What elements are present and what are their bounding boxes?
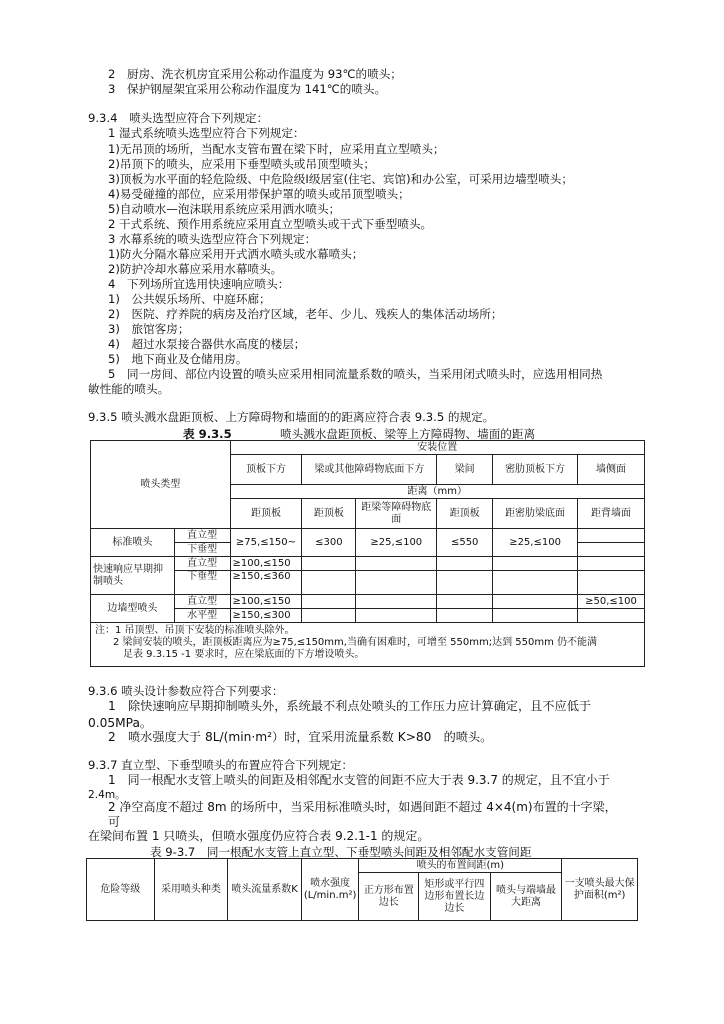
cell-empty bbox=[356, 595, 437, 609]
s937-line-4: 可 bbox=[108, 815, 121, 829]
row-type-horizontal: 水平型 bbox=[174, 609, 230, 623]
table-9-3-5 bbox=[90, 440, 645, 667]
row-group-sidewall: 边墙型喷头 bbox=[91, 595, 175, 623]
intro-line-2: 2 厨房、洗衣机房宜采用公称动作温度为 93℃的喷头； bbox=[108, 67, 402, 81]
th-end-wall-distance: 喷头与端墙最大距离 bbox=[490, 873, 562, 921]
s937-line-3: 2 净空高度不超过 8m 的场所中，当采用标准喷头时，如遇间距不超过 4×4(m)布置的十字梁， bbox=[108, 800, 617, 814]
s934-line-3: 2)吊顶下的喷头，应采用下垂型喷头或吊顶型喷头； bbox=[108, 157, 375, 171]
cell-empty bbox=[493, 609, 578, 623]
cell-empty bbox=[356, 571, 437, 595]
th-sub-3: 距梁等障碍物底面 bbox=[356, 499, 437, 529]
s934-line-9: 1)防火分隔水幕应采用开式洒水喷头或水幕喷头； bbox=[108, 247, 364, 261]
cell-r3c1: ≥100,≤150 bbox=[230, 557, 302, 571]
note-1: 注：1 吊顶型、吊顶下安装的标准喷头除外。 bbox=[95, 625, 295, 636]
s934-line-14: 3) 旅馆客房； bbox=[108, 322, 190, 336]
th-nozzle-type: 喷头类型 bbox=[91, 441, 231, 529]
table-9-3-5-number: 表 9.3.5 bbox=[183, 427, 232, 441]
th-square-side: 正方形布置边长 bbox=[359, 873, 419, 921]
s934-line-12: 1) 公共娱乐场所、中庭环廊； bbox=[108, 292, 271, 306]
cell-empty bbox=[493, 595, 578, 609]
th-spacing: 喷头的布置间距(m) bbox=[359, 859, 562, 873]
cell-empty bbox=[356, 609, 437, 623]
section-9-3-7-heading: 9.3.7 直立型、下垂型喷头的布置应符合下列规定： bbox=[88, 758, 354, 772]
th-below-ribbed-slab: 密肋顶板下方 bbox=[493, 455, 578, 485]
th-rect-long-side: 矩形或平行四边形布置长边边长 bbox=[419, 873, 491, 921]
th-install-position: 安装位置 bbox=[230, 441, 645, 455]
section-9-3-5-heading: 9.3.5 喷头溅水盘距顶板、上方障碍物和墙面的的距离应符合表 9.3.5 的规定。 bbox=[88, 410, 495, 424]
s934-line-6: 5)自动喷水—泡沫联用系统应采用洒水喷头； bbox=[108, 202, 341, 216]
intro-line-3: 3 保护钢屋架宜采用公称动作温度为 141℃的喷头。 bbox=[108, 82, 387, 96]
th-below-slab: 顶板下方 bbox=[230, 455, 302, 485]
th-between-beams: 梁间 bbox=[437, 455, 493, 485]
s934-line-16: 5) 地下商业及仓储用房。 bbox=[108, 352, 248, 366]
th-k-factor: 喷头流量系数K bbox=[228, 859, 302, 921]
cell-empty bbox=[302, 609, 356, 623]
s934-line-13: 2) 医院、疗养院的病房及治疗区域，老年、少儿、残疾人的集体活动场所； bbox=[108, 307, 503, 321]
cell-empty bbox=[437, 571, 493, 595]
cell-empty bbox=[437, 595, 493, 609]
s936-line-3: 2 喷水强度大于 8L/(min·m²）时，宜采用流量系数 K>80 的喷头。 bbox=[108, 730, 493, 744]
th-sub-2: 距顶板 bbox=[302, 499, 356, 529]
cell-r5c1: ≥100,≤150 bbox=[230, 595, 302, 609]
th-density: 喷水强度(L/min.m²) bbox=[301, 859, 359, 921]
s934-line-8: 3 水幕系统的喷头选型应符合下列规定： bbox=[108, 232, 317, 246]
cell-empty bbox=[437, 609, 493, 623]
s937-line-1: 1 同一根配水支管上喷头的间距及相邻配水支管的间距不应大于表 9.3.7 的规定，且不宜小于 bbox=[108, 773, 610, 787]
note-2: 2 梁间安装的喷头，距顶板距离应为≥75,≤150mm,当确有困难时，可增至 550mm;达到 550mm 仍不能满 bbox=[113, 637, 597, 648]
cell-r5c6: ≥50,≤100 bbox=[578, 595, 645, 609]
cell-r1c2: ≤300 bbox=[302, 529, 356, 557]
s934-line-4: 3)顶板为水平面的轻危险级、中危险级Ⅰ级居室(住宅、宾馆)和办公室，可采用边墙型喷头； bbox=[108, 172, 573, 186]
th-hazard-level: 危险等级 bbox=[87, 859, 155, 921]
table-9-3-7 bbox=[86, 858, 638, 921]
row-type-pendent: 下垂型 bbox=[174, 543, 230, 557]
cell-empty bbox=[302, 571, 356, 595]
th-below-beam: 梁或其他障碍物底面下方 bbox=[302, 455, 437, 485]
table-9-3-7-title: 表 9-3.7 同一根配水支管上直立型、下垂型喷头间距及相邻配水支管间距 bbox=[150, 845, 532, 859]
cell-empty bbox=[578, 543, 645, 557]
cell-r4c1: ≥150,≤360 bbox=[230, 571, 302, 595]
cell-empty bbox=[578, 609, 645, 623]
cell-empty bbox=[493, 571, 578, 595]
th-nozzle-kind: 采用喷头种类 bbox=[154, 859, 228, 921]
cell-empty bbox=[578, 571, 645, 595]
cell-empty bbox=[302, 595, 356, 609]
s936-line-1: 1 除快速响应早期抑制喷头外，系统最不利点处喷头的工作压力应计算确定，且不应低于 bbox=[108, 699, 592, 713]
s937-line-5: 在梁间布置 1 只喷头，但喷水强度仍应符合表 9.2.1-1 的规定。 bbox=[88, 829, 430, 843]
cell-r1c5: ≥25,≤100 bbox=[493, 529, 578, 557]
th-max-area: 一支喷头最大保护面积(m²) bbox=[562, 859, 638, 921]
cell-empty bbox=[578, 529, 645, 543]
s934-line-18: 敏性能的喷头。 bbox=[88, 382, 170, 396]
s937-line-2: 2.4m。 bbox=[88, 789, 126, 801]
th-sub-1: 距顶板 bbox=[230, 499, 302, 529]
s934-line-11: 4 下列场所宜选用快速响应喷头： bbox=[108, 277, 290, 291]
section-9-3-4-heading: 9.3.4 喷头选型应符合下列规定： bbox=[88, 111, 269, 125]
th-distance: 距离（mm） bbox=[230, 485, 645, 499]
cell-empty bbox=[302, 557, 356, 571]
s934-line-15: 4) 超过水泵接合器供水高度的楼层； bbox=[108, 337, 306, 351]
cell-r1c4: ≤550 bbox=[437, 529, 493, 557]
s934-line-1: 1 湿式系统喷头选型应符合下列规定： bbox=[108, 126, 305, 140]
cell-empty bbox=[578, 557, 645, 571]
th-sub-6: 距背墙面 bbox=[578, 499, 645, 529]
th-sub-4: 距顶板 bbox=[437, 499, 493, 529]
section-9-3-6-heading: 9.3.6 喷头设计参数应符合下列要求： bbox=[88, 684, 284, 698]
row-type-pendent-2: 下垂型 bbox=[174, 571, 230, 595]
row-group-standard: 标准喷头 bbox=[91, 529, 175, 557]
s934-line-2: 1)无吊顶的场所，当配水支管布置在梁下时，应采用直立型喷头； bbox=[108, 142, 445, 156]
s934-line-10: 2)防护冷却水幕应采用水幕喷头。 bbox=[108, 262, 283, 276]
cell-r6c1: ≥150,≤300 bbox=[230, 609, 302, 623]
th-wall-side: 墙侧面 bbox=[578, 455, 645, 485]
cell-r1c1: ≥75,≤150~ bbox=[230, 529, 302, 557]
table-9-3-5-title: 喷头溅水盘距顶板、梁等上方障碍物、墙面的距离 bbox=[280, 427, 536, 441]
th-sub-5: 距密肋梁底面 bbox=[493, 499, 578, 529]
s934-line-17: 5 同一房间、部位内设置的喷头应采用相同流量系数的喷头，当采用闭式喷头时，应选用相同热 bbox=[108, 367, 603, 381]
cell-empty bbox=[493, 557, 578, 571]
cell-empty bbox=[356, 557, 437, 571]
cell-r1c3: ≥25,≤100 bbox=[356, 529, 437, 557]
row-group-esfr: 快速响应早期抑制喷头 bbox=[91, 557, 175, 595]
row-type-upright-2: 直立型 bbox=[174, 557, 230, 571]
table-notes bbox=[91, 623, 645, 667]
cell-empty bbox=[437, 557, 493, 571]
note-3: 足表 9.3.15 -1 要求时，应在梁底面的下方增设喷头。 bbox=[123, 649, 365, 660]
row-type-upright-3: 直立型 bbox=[174, 595, 230, 609]
row-type-upright: 直立型 bbox=[174, 529, 230, 543]
s934-line-5: 4)易受碰撞的部位，应采用带保护罩的喷头或吊顶型喷头； bbox=[108, 187, 410, 201]
s934-line-7: 2 干式系统、预作用系统应采用直立型喷头或干式下垂型喷头。 bbox=[108, 217, 433, 231]
s936-line-2: 0.05MPa。 bbox=[88, 716, 153, 730]
